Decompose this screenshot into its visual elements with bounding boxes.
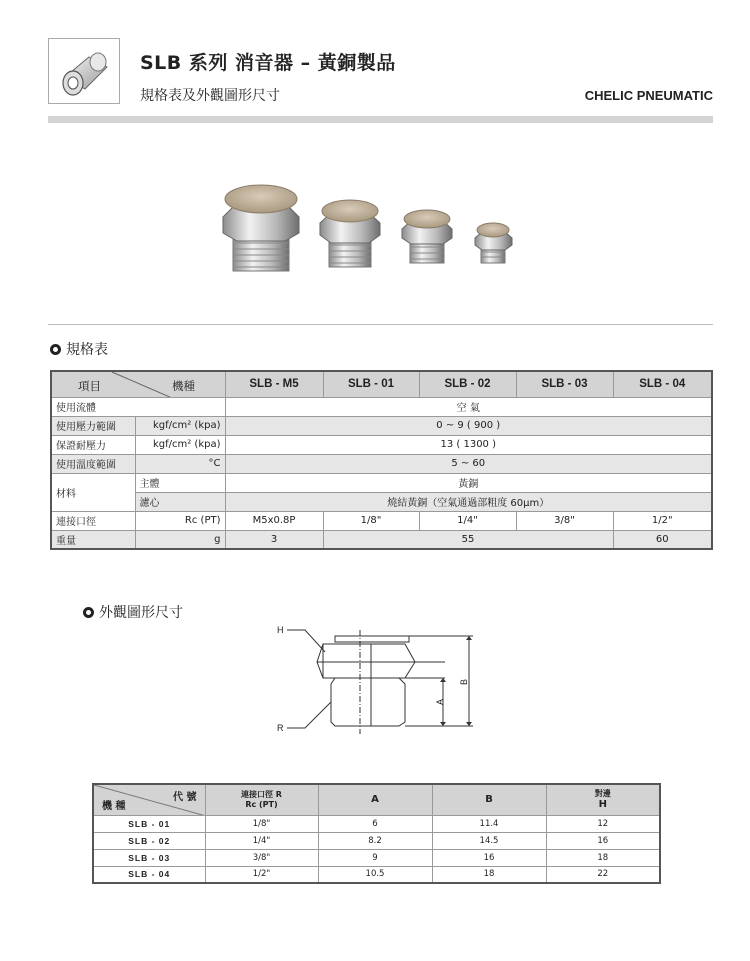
port-value: 1/8": [323, 511, 419, 530]
b-cell: 11.4: [432, 815, 546, 832]
table-row: [51, 416, 712, 435]
table-row: [51, 492, 712, 511]
row-sublabel: 濾心: [135, 492, 225, 511]
row-label: 保證耐壓力: [51, 435, 135, 454]
model-header: SLB - 02: [419, 371, 516, 397]
row-label: 重量: [51, 530, 135, 549]
model-header: SLB - 04: [613, 371, 712, 397]
row-value: 5 ~ 60: [225, 454, 712, 473]
row-unit: g: [135, 530, 225, 549]
a-header: A: [318, 784, 432, 815]
row-unit: kgf/cm² (kpa): [135, 416, 225, 435]
corner-item-label: 項目: [78, 381, 101, 393]
dim-corner-cell: [93, 784, 205, 815]
dim-heading-text: 外觀圖形尺寸: [99, 605, 183, 621]
port-cell: 1/4": [205, 832, 318, 849]
port-header-line2: Rc (PT): [245, 799, 278, 809]
b-cell: 18: [432, 866, 546, 883]
label-b: B: [459, 678, 469, 685]
dimension-drawing: [265, 622, 480, 742]
corner-code-label: 代 號: [173, 792, 197, 803]
row-label: 連接口徑: [51, 511, 135, 530]
brand-name: CHELIC PNEUMATIC: [584, 88, 713, 103]
row-label: 使用壓力範圍: [51, 416, 135, 435]
row-sublabel: 主體: [135, 473, 225, 492]
model-header: SLB - M5: [225, 371, 323, 397]
table-row: [93, 815, 660, 832]
page-subtitle: 規格表及外觀圖形尺寸: [140, 88, 280, 104]
label-a: A: [435, 698, 445, 705]
table-row: [93, 849, 660, 866]
row-unit: °C: [135, 454, 225, 473]
a-cell: 8.2: [318, 832, 432, 849]
header-divider-bar: [48, 116, 713, 123]
h-header-line2: H: [598, 799, 607, 811]
a-cell: 10.5: [318, 866, 432, 883]
h-cell: 16: [546, 832, 660, 849]
h-cell: 18: [546, 849, 660, 866]
spec-table: [50, 370, 713, 550]
table-row: [93, 832, 660, 849]
row-value: 燒結黃銅（空氣通過部粗度 60μm）: [225, 492, 712, 511]
row-label: 使用溫度範圍: [51, 454, 135, 473]
dim-header-row: [93, 784, 660, 815]
port-value: 3/8": [516, 511, 613, 530]
row-label: 材料: [51, 473, 135, 511]
row-unit: Rc (PT): [135, 511, 225, 530]
a-cell: 6: [318, 815, 432, 832]
product-photo: [215, 175, 535, 285]
h-header-line1: 對邊: [594, 789, 611, 799]
label-r: R: [277, 723, 284, 733]
table-row: [51, 454, 712, 473]
corner-model-label: 機 種: [102, 800, 126, 812]
b-cell: 14.5: [432, 832, 546, 849]
dim-section-heading: [83, 602, 183, 622]
port-cell: 1/8": [205, 815, 318, 832]
spec-section-heading: [50, 339, 108, 359]
row-value: 0 ~ 9 ( 900 ): [225, 416, 712, 435]
weight-value: 3: [225, 530, 323, 549]
table-row: [51, 435, 712, 454]
a-cell: 9: [318, 849, 432, 866]
bullet-icon: [83, 607, 94, 618]
h-header: [546, 784, 660, 815]
row-value: 空 氣: [225, 397, 712, 416]
spec-header-row: [51, 371, 712, 397]
model-cell: SLB - 01: [93, 815, 205, 832]
bullet-icon: [50, 344, 61, 355]
corner-model-label: 機種: [172, 381, 195, 393]
model-cell: SLB - 04: [93, 866, 205, 883]
model-header: SLB - 03: [516, 371, 613, 397]
dimension-table: [92, 783, 661, 884]
h-cell: 12: [546, 815, 660, 832]
h-cell: 22: [546, 866, 660, 883]
section-divider: [48, 324, 713, 325]
spec-heading-text: 規格表: [66, 342, 108, 358]
model-cell: SLB - 02: [93, 832, 205, 849]
b-cell: 16: [432, 849, 546, 866]
weight-value: 60: [613, 530, 712, 549]
port-cell: 3/8": [205, 849, 318, 866]
model-cell: SLB - 03: [93, 849, 205, 866]
table-row: [51, 397, 712, 416]
table-row: [51, 473, 712, 492]
table-row: [51, 511, 712, 530]
b-header: B: [432, 784, 546, 815]
table-row: [51, 530, 712, 549]
row-unit: kgf/cm² (kpa): [135, 435, 225, 454]
spec-corner-cell: [51, 371, 225, 397]
table-row: [93, 866, 660, 883]
weight-value: 55: [323, 530, 613, 549]
row-label: 使用流體: [51, 397, 225, 416]
port-header: [205, 784, 318, 815]
port-value: M5x0.8P: [225, 511, 323, 530]
port-value: 1/4": [419, 511, 516, 530]
row-value: 13 ( 1300 ): [225, 435, 712, 454]
product-thumbnail: [48, 38, 120, 104]
page-title: SLB 系列 消音器 – 黃銅製品: [140, 52, 396, 74]
model-header: SLB - 01: [323, 371, 419, 397]
row-value: 黃銅: [225, 473, 712, 492]
port-cell: 1/2": [205, 866, 318, 883]
port-header-line1: 連接口徑 R: [241, 789, 282, 799]
port-value: 1/2": [613, 511, 712, 530]
label-h: H: [277, 625, 284, 635]
